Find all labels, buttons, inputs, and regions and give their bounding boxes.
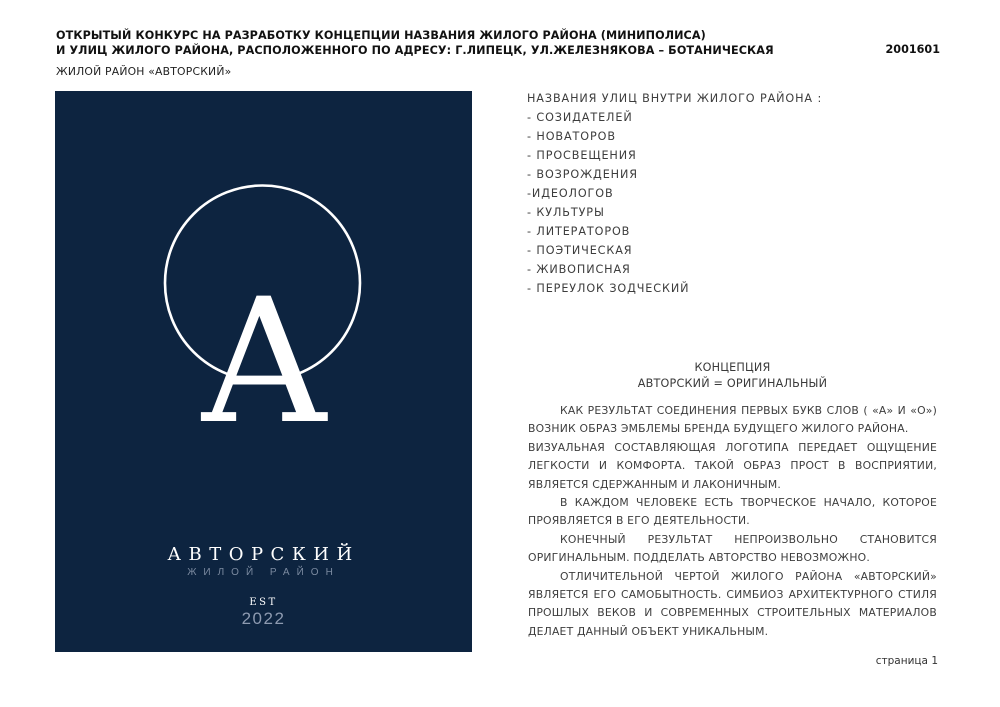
page-number: страница 1 xyxy=(875,655,938,667)
concept-heading xyxy=(527,360,938,392)
concept-title: КОНЦЕПЦИЯ xyxy=(694,361,771,374)
concept-paragraph: КАК РЕЗУЛЬТАТ СОЕДИНЕНИЯ ПЕРВЫХ БУКВ СЛОВ ( «А» И «О») ВОЗНИК ОБРАЗ ЭМБЛЕМЫ БРЕНДА БУДУЩЕГО ЖИЛОГО РАЙОНА. xyxy=(528,404,937,436)
concept-paragraph: КОНЕЧНЫЙ РЕЗУЛЬТАТ НЕПРОИЗВОЛЬНО СТАНОВИТСЯ ОРИГИНАЛЬНЫМ. ПОДДЕЛАТЬ АВТОРСТВО НЕВОЗМОЖНО. xyxy=(528,532,937,565)
logo-letter-a: A xyxy=(201,261,327,462)
document-title-line-2: И УЛИЦ ЖИЛОГО РАЙОНА, РАСПОЛОЖЕННОГО ПО АДРЕСУ: Г.ЛИПЕЦК, УЛ.ЖЕЛЕЗНЯКОВА – БОТАНИЧЕСКАЯ xyxy=(56,43,774,57)
street-item: - ПРОСВЕЩЕНИЯ xyxy=(527,149,637,162)
street-item: - ПОЭТИЧЕСКАЯ xyxy=(527,244,633,257)
document-title-line-1: ОТКРЫТЫЙ КОНКУРС НА РАЗРАБОТКУ КОНЦЕПЦИИ НАЗВАНИЯ ЖИЛОГО РАЙОНА (МИНИПОЛИСА) xyxy=(56,29,706,42)
document-title xyxy=(56,29,876,58)
concept-paragraph: В КАЖДОМ ЧЕЛОВЕКЕ ЕСТЬ ТВОРЧЕСКОЕ НАЧАЛО, КОТОРОЕ ПРОЯВЛЯЕТСЯ В ЕГО ДЕЯТЕЛЬНОСТИ. xyxy=(528,496,937,528)
street-item: - СОЗИДАТЕЛЕЙ xyxy=(527,111,633,124)
brand-subtitle: ЖИЛОЙ РАЙОН xyxy=(187,567,340,578)
brand-year: 2022 xyxy=(241,609,286,628)
concept-paragraph: ОТЛИЧИТЕЛЬНОЙ ЧЕРТОЙ ЖИЛОГО РАЙОНА «АВТОРСКИЙ» ЯВЛЯЕТСЯ ЕГО САМОБЫТНОСТЬ. СИМБИОЗ АРХИТЕКТУРНОГО СТИЛЯ ПРОШЛЫХ ВЕКОВ И СОВРЕМЕННЫХ СТРОИТЕЛЬНЫХ МАТЕРИАЛОВ ДЕЛАЕТ ДАННЫЙ ОБЪЕКТ УНИКАЛЬНЫМ. xyxy=(528,569,937,638)
street-item: - КУЛЬТУРЫ xyxy=(527,206,605,219)
street-item: - НОВАТОРОВ xyxy=(527,130,616,143)
street-names-section xyxy=(527,89,822,298)
document-code: 2001601 xyxy=(885,43,940,56)
street-item: - ВОЗРОЖДЕНИЯ xyxy=(527,168,638,181)
brand-poster xyxy=(55,91,472,652)
brand-name: АВТОРСКИЙ xyxy=(167,544,360,565)
street-item: - ПЕРЕУЛОК ЗОДЧЕСКИЙ xyxy=(527,282,690,295)
street-item: - ЖИВОПИСНАЯ xyxy=(527,263,631,276)
street-names-heading: НАЗВАНИЯ УЛИЦ ВНУТРИ ЖИЛОГО РАЙОНА : xyxy=(527,92,823,105)
concept-body xyxy=(528,402,937,641)
concept-subtitle: АВТОРСКИЙ = ОРИГИНАЛЬНЫЙ xyxy=(637,377,828,390)
concept-paragraph: ВИЗУАЛЬНАЯ СОСТАВЛЯЮЩАЯ ЛОГОТИПА ПЕРЕДАЕТ ОЩУЩЕНИЕ ЛЕГКОСТИ И КОМФОРТА. ТАКОЙ ОБРАЗ ПРОСТ В ВОСПРИЯТИИ, ЯВЛЯЕТСЯ СДЕРЖАННЫМ И ЛАКОНИЧНЫМ. xyxy=(528,440,937,491)
brand-est-label: EST xyxy=(249,597,278,608)
street-item: -ИДЕОЛОГОВ xyxy=(527,187,614,200)
street-item: - ЛИТЕРАТОРОВ xyxy=(527,225,631,238)
document-subtitle: ЖИЛОЙ РАЙОН «АВТОРСКИЙ» xyxy=(56,65,232,78)
